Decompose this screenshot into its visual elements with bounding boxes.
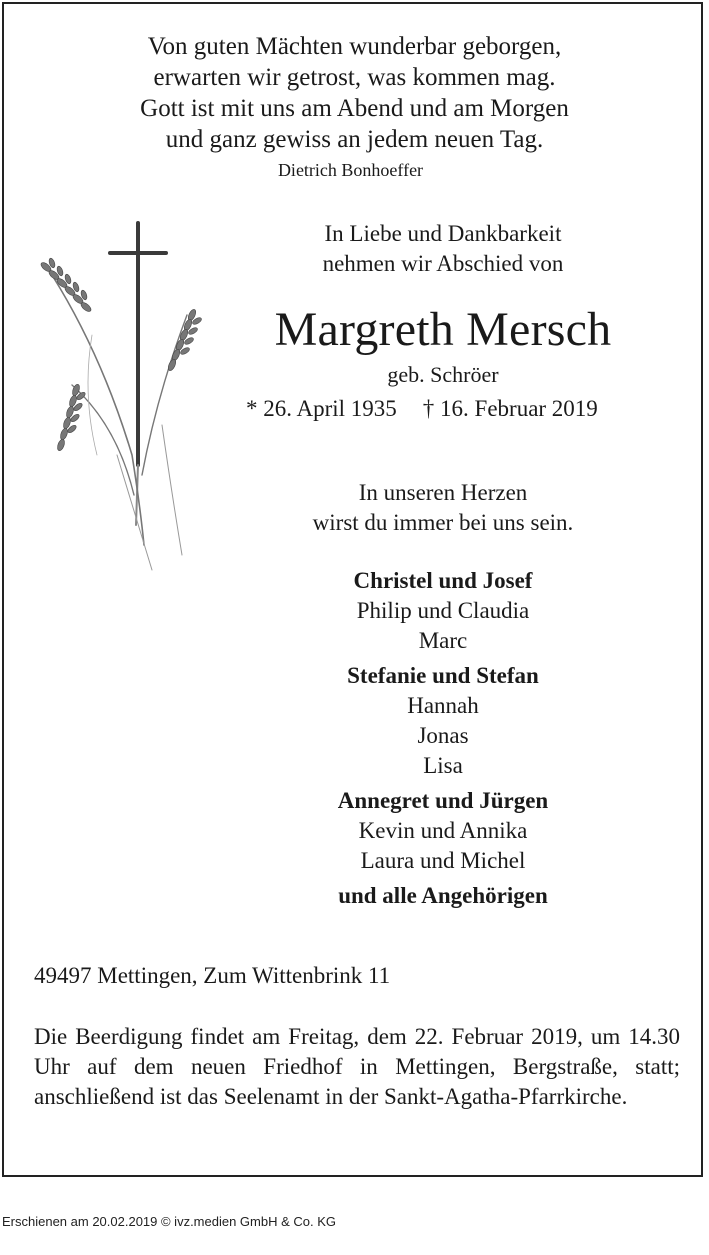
mourners-list (243, 566, 643, 911)
family-head: Annegret und Jürgen (337, 788, 549, 813)
family-address: 49497 Mettingen, Zum Wittenbrink 11 (34, 963, 391, 988)
family-group (243, 786, 643, 876)
publication-footer: Erschienen am 20.02.2019 © ivz.medien GmbH & Co. KG (2, 1214, 337, 1229)
memorial-quote (243, 478, 643, 538)
closing-line: und alle Angehörigen (338, 883, 548, 908)
poem-line: Gott ist mit uns am Abend und am Morgen (140, 95, 569, 122)
family-member: Philip und Claudia (356, 598, 530, 623)
poem-line: erwarten wir getrost, was kommen mag. (153, 64, 556, 91)
life-dates (246, 394, 598, 424)
memorial-line: wirst du immer bei uns sein. (312, 510, 574, 535)
poem-line: und ganz gewiss an jedem neuen Tag. (165, 126, 544, 153)
family-member: Laura und Michel (360, 848, 526, 873)
poem-line: Von guten Mächten wunderbar geborgen, (147, 33, 562, 60)
maiden-name: geb. Schröer (387, 362, 499, 387)
poem-author-name: Dietrich Bonhoeffer (277, 160, 424, 180)
family-group (243, 661, 643, 781)
family-member: Hannah (407, 693, 479, 718)
family-head: Christel und Josef (353, 568, 533, 593)
intro-line: nehmen wir Abschied von (322, 251, 564, 276)
family-member: Lisa (423, 753, 463, 778)
poem-author (0, 160, 709, 181)
family-member: Kevin und Annika (358, 818, 528, 843)
family-group (243, 566, 643, 656)
family-head: Stefanie und Stefan (347, 663, 539, 688)
family-member: Marc (418, 628, 468, 653)
family-member: Jonas (417, 723, 469, 748)
intro-line: In Liebe und Dankbarkeit (324, 221, 562, 246)
poem (0, 31, 709, 155)
cross-with-wheat-icon (22, 215, 212, 575)
memorial-line: In unseren Herzen (358, 480, 528, 505)
birth-date: * 26. April 1935 (246, 396, 397, 421)
funeral-info: Die Beerdigung findet am Freitag, dem 22. Februar 2019, um 14.30 Uhr auf dem neuen Friedhof in Mettingen, Bergstraße, statt; anschließend ist das Seelenamt in der Sankt-Agatha-Pfarrkirche. (34, 1024, 680, 1109)
intro-text (243, 219, 643, 279)
deceased-name: Margreth Mersch (274, 303, 612, 356)
death-date: † 16. Februar 2019 (422, 396, 598, 421)
